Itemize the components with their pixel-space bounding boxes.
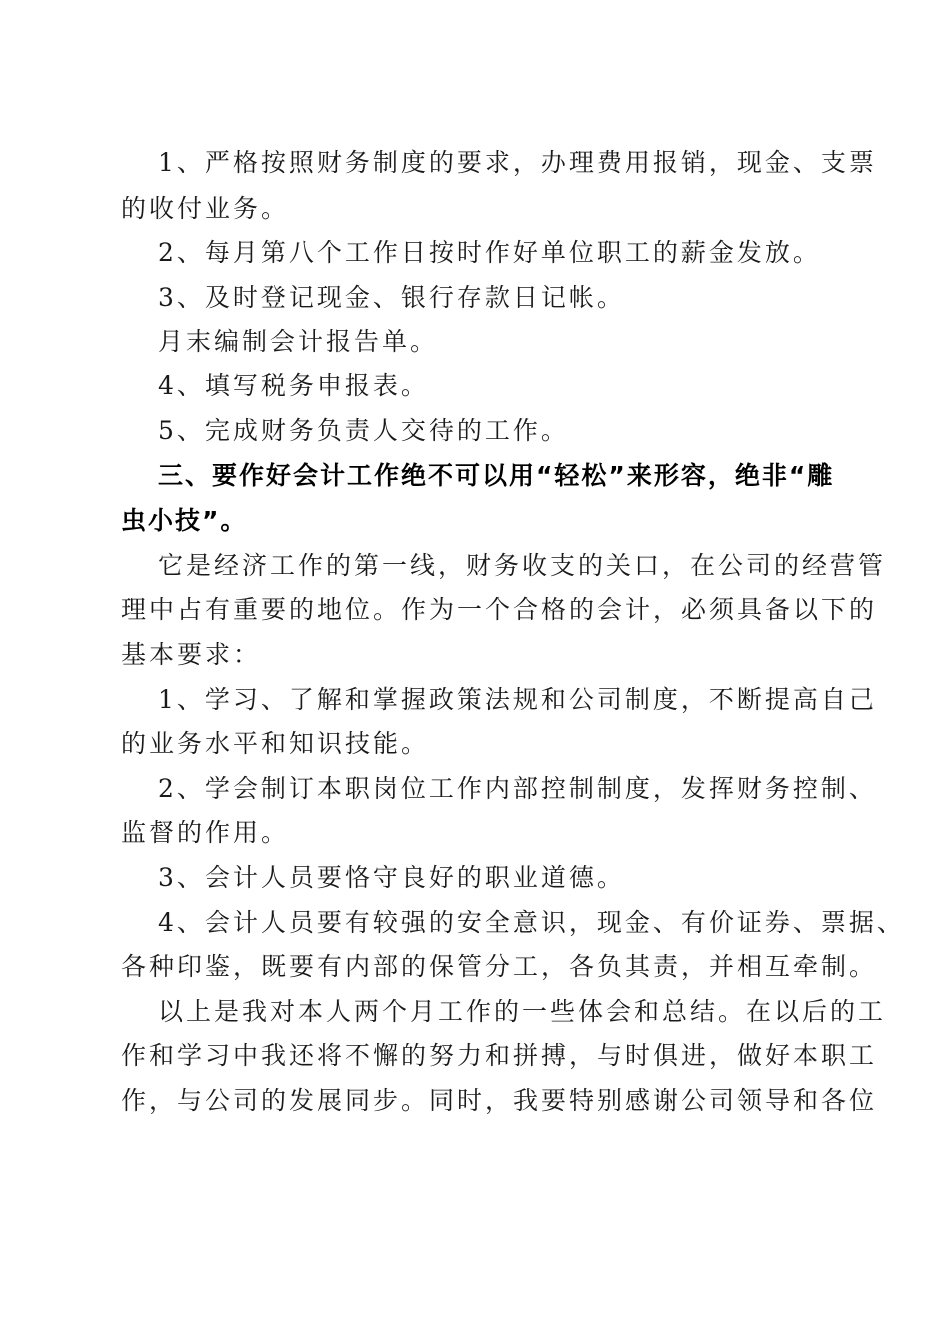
paragraph-line: 监督的作用。: [121, 818, 290, 847]
paragraph-line: 4、填写税务申报表。: [158, 371, 429, 400]
paragraph-line: 1、学习、了解和掌握政策法规和公司制度，不断提高自己: [158, 685, 877, 714]
paragraph-line: 的业务水平和知识技能。: [121, 729, 430, 758]
paragraph-line: 基本要求：: [121, 640, 262, 669]
paragraph-line: 4、会计人员要有较强的安全意识，现金、有价证券、票据、: [158, 908, 905, 937]
section-heading: 三、要作好会计工作绝不可以用“轻松”来形容，绝非“雕: [158, 461, 835, 490]
paragraph-line: 1、严格按照财务制度的要求，办理费用报销，现金、支票: [158, 148, 877, 177]
paragraph-line: 2、每月第八个工作日按时作好单位职工的薪金发放。: [158, 238, 821, 267]
paragraph-line: 理中占有重要的地位。作为一个合格的会计，必须具备以下的: [121, 595, 878, 624]
paragraph-line: 的收付业务。: [121, 194, 290, 223]
paragraph-line: 作和学习中我还将不懈的努力和拼搏，与时俱进，做好本职工: [121, 1041, 878, 1070]
paragraph-line: 3、及时登记现金、银行存款日记帐。: [158, 283, 625, 312]
paragraph-line: 各种印鉴，既要有内部的保管分工，各负其责，并相互牵制。: [121, 952, 878, 981]
paragraph-line: 月末编制会计报告单。: [158, 327, 439, 356]
paragraph-line: 它是经济工作的第一线，财务收支的关口，在公司的经营管: [158, 551, 887, 580]
paragraph-line: 作，与公司的发展同步。同时，我要特别感谢公司领导和各位: [121, 1086, 878, 1115]
paragraph-line: 2、学会制订本职岗位工作内部控制制度，发挥财务控制、: [158, 774, 877, 803]
paragraph-line: 3、会计人员要恪守良好的职业道德。: [158, 863, 625, 892]
paragraph-line: 以上是我对本人两个月工作的一些体会和总结。在以后的工: [158, 997, 887, 1026]
paragraph-line: 5、完成财务负责人交待的工作。: [158, 416, 569, 445]
section-heading: 虫小技”。: [121, 506, 248, 535]
